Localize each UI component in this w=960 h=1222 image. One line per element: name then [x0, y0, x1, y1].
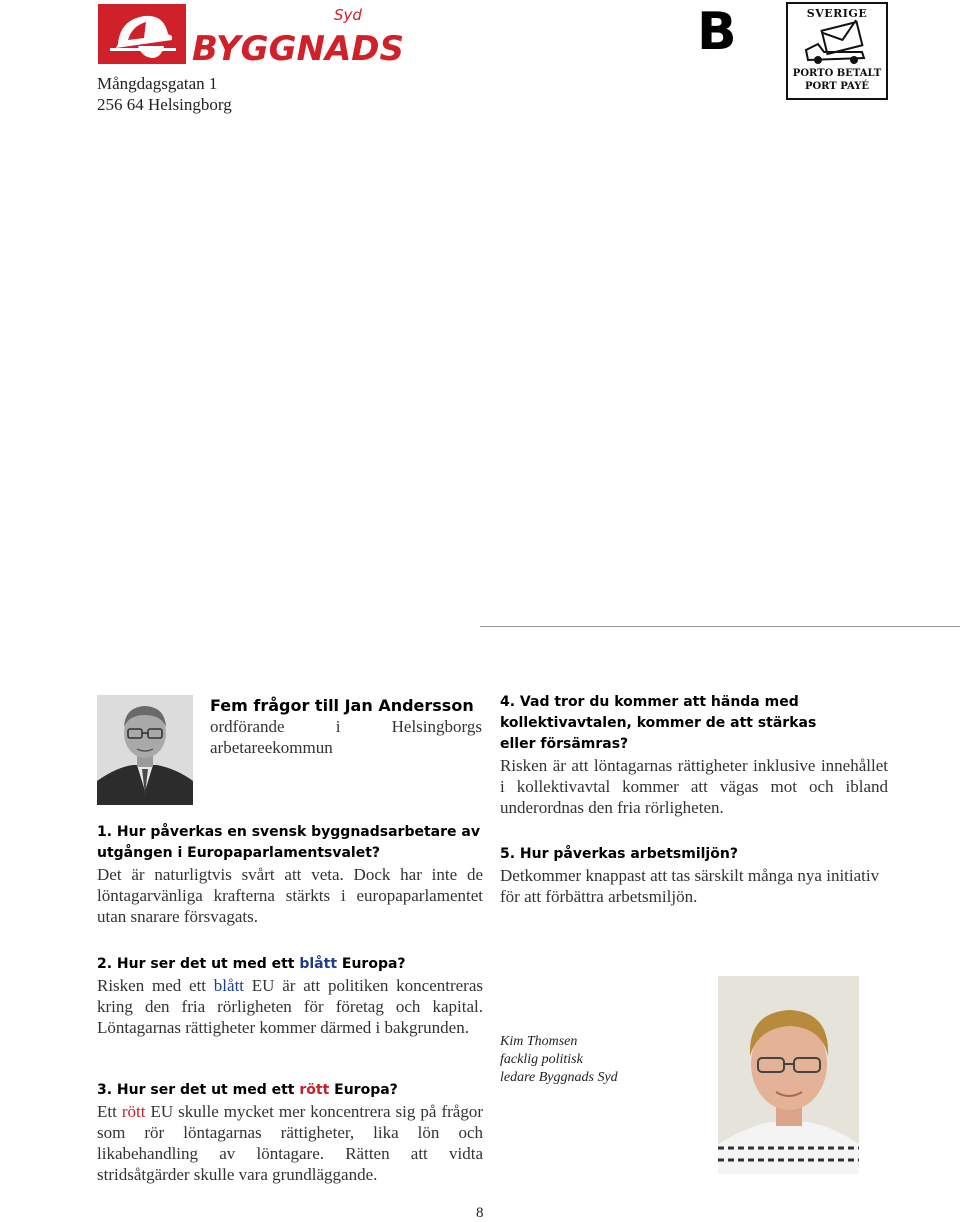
logo-region: Syd: [334, 6, 362, 24]
answer-3: [97, 1101, 483, 1185]
answer-2-start: Risken med ett: [97, 976, 214, 995]
answer-5: Detkommer knappast att tas särskilt många nya initiativ för att förbättra arbetsmiljön.: [500, 866, 880, 906]
stamp-port-paye: PORT PAYÉ: [804, 81, 870, 92]
logo-wordmark: BYGGNADS: [192, 29, 404, 69]
question-3: [97, 1080, 483, 1101]
postal-class-mark: B: [697, 2, 735, 62]
question-2-color-word: blått: [299, 956, 338, 972]
question-2-block: [97, 954, 483, 1038]
stamp-porto-betalt: PORTO BETALT: [792, 68, 882, 79]
postage-stamp: [786, 2, 888, 100]
question-3-end: Europa?: [329, 1082, 398, 1098]
question-1-block: [97, 822, 483, 927]
article-title: Fem frågor till Jan Andersson: [210, 696, 474, 715]
mail-truck-icon: [802, 20, 874, 66]
caption-name: Kim Thomsen: [500, 1034, 578, 1049]
question-3-color-word: rött: [299, 1082, 330, 1098]
question-1-line-1: 1. Hur påverkas en svensk byggnadsarbetare av: [97, 824, 480, 840]
caption-role: facklig politisk: [500, 1052, 583, 1067]
address-line-1: Mångdagsgatan 1: [97, 74, 218, 93]
article-subtitle: ordförande i Helsingborgs arbetareekommun: [210, 717, 482, 757]
answer-2-rest: EU är att politiken koncentreras kring den fria rörligheten för företag och kapital. Löntagarnas rättigheter kommer därmed i bakgrunden.: [97, 976, 484, 1037]
answer-3-start: Ett: [97, 1102, 122, 1121]
portrait-kim-thomsen: [718, 976, 859, 1174]
photo-caption: [500, 1033, 700, 1087]
question-2-end: Europa?: [337, 956, 406, 972]
question-5-block: [500, 844, 888, 907]
stamp-country: SVERIGE: [806, 7, 868, 20]
question-3-text: 3. Hur ser det ut med ett: [97, 1082, 300, 1098]
answer-2: [97, 975, 483, 1038]
question-2: [97, 954, 483, 975]
question-5: 5. Hur påverkas arbetsmiljön?: [500, 846, 738, 862]
question-3-block: [97, 1080, 483, 1185]
answer-4: Risken är att löntagarnas rättigheter inklusive innehållet i kollektivavtal kommer att vägas mot och ibland underordnas den fria rörligheten.: [500, 756, 888, 817]
answer-3-rest: EU skulle mycket mer koncentrera sig på frågor som rör löntagarnas rättigheter, lika lön och likabehandling av löntagare. Rätten att vidta stridsåtgärder skulle vara grundläggande.: [97, 1102, 483, 1184]
horizontal-rule: [480, 626, 960, 627]
answer-2-color-word: blått: [213, 976, 245, 995]
portrait-jan-andersson: [97, 695, 193, 805]
byggnads-syd-logo: [98, 4, 404, 69]
answer-1: Det är naturligtvis svårt att veta. Dock har inte de löntagarvänliga krafterna stärkts i europaparlamentet utan snarare försvagats.: [97, 865, 483, 926]
question-4-block: [500, 692, 888, 818]
address-line-2: 256 64 Helsingborg: [97, 95, 232, 114]
question-1-line-2: utgången i Europaparlamentsvalet?: [97, 845, 381, 861]
caption-org: ledare Byggnads Syd: [500, 1070, 618, 1085]
answer-3-color-word: rött: [121, 1102, 146, 1121]
question-4: 4. Vad tror du kommer att hända med kollektivavtalen, kommer de att stärkas eller försämras?: [500, 694, 817, 752]
page-number: 8: [476, 1205, 484, 1221]
question-2-text: 2. Hur ser det ut med ett: [97, 956, 300, 972]
